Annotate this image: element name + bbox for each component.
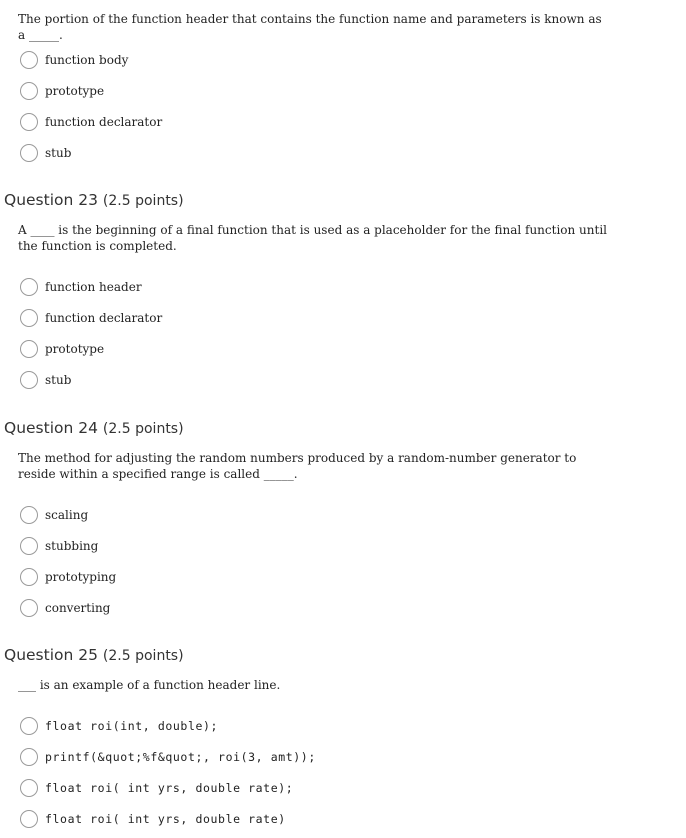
radio-button[interactable] (20, 309, 38, 327)
q23-option-1[interactable] (20, 271, 162, 302)
option-label: stub (45, 372, 72, 387)
radio-button[interactable] (20, 113, 38, 131)
question-points: (2.5 points) (102, 648, 184, 664)
q23-option-4[interactable] (20, 364, 162, 395)
question-25-prompt: ___ is an example of a function header line. (18, 678, 281, 692)
question-22-prompt: The portion of the function header that contains the function name and parameters is known as a _____. (18, 12, 602, 42)
q23-option-2[interactable] (20, 302, 162, 333)
question-25 (0, 677, 608, 693)
q25-option-2[interactable] (20, 741, 316, 772)
option-label: function declarator (45, 310, 163, 325)
q23-option-3[interactable] (20, 333, 162, 364)
radio-button[interactable] (20, 506, 38, 524)
question-22 (0, 11, 608, 43)
option-label: float roi( int yrs, double rate) (45, 811, 286, 826)
option-label: float roi( int yrs, double rate); (45, 780, 294, 795)
question-24-prompt: The method for adjusting the random numbers produced by a random-number generator to reside within a specified range is called _____. (18, 451, 577, 481)
question-points: (2.5 points) (102, 193, 184, 209)
radio-button[interactable] (20, 340, 38, 358)
question-24-options (20, 499, 116, 623)
option-label: stub (45, 145, 72, 160)
radio-button[interactable] (20, 82, 38, 100)
radio-button[interactable] (20, 779, 38, 797)
question-23-heading (4, 189, 184, 211)
radio-button[interactable] (20, 717, 38, 735)
q24-option-2[interactable] (20, 530, 116, 561)
radio-button[interactable] (20, 748, 38, 766)
q22-option-3[interactable] (20, 106, 162, 137)
option-label: function declarator (45, 114, 163, 129)
question-title: Question 25 (4, 646, 98, 664)
radio-button[interactable] (20, 599, 38, 617)
option-label: float roi(int, double); (45, 718, 219, 733)
option-label: stubbing (45, 538, 99, 553)
option-label: scaling (45, 507, 89, 522)
q22-option-1[interactable] (20, 44, 162, 75)
option-label: function header (45, 279, 142, 294)
q22-option-2[interactable] (20, 75, 162, 106)
q24-option-3[interactable] (20, 561, 116, 592)
question-24 (0, 450, 608, 482)
q25-option-3[interactable] (20, 772, 316, 803)
option-label: function body (45, 52, 129, 67)
radio-button[interactable] (20, 568, 38, 586)
question-25-heading (4, 644, 184, 666)
q25-option-4[interactable] (20, 803, 316, 834)
question-23 (0, 222, 608, 254)
question-24-heading (4, 417, 184, 439)
option-label: converting (45, 600, 111, 615)
question-22-options (20, 44, 162, 168)
question-23-prompt: A ____ is the beginning of a final function that is used as a placeholder for the final function until the function is completed. (18, 223, 608, 253)
question-title: Question 23 (4, 191, 98, 209)
radio-button[interactable] (20, 810, 38, 828)
question-23-options (20, 271, 162, 395)
q24-option-4[interactable] (20, 592, 116, 623)
option-label: printf(&quot;%f&quot;, roi(3, amt)); (45, 749, 316, 764)
question-25-options (20, 710, 316, 834)
radio-button[interactable] (20, 371, 38, 389)
question-points: (2.5 points) (102, 421, 184, 437)
q24-option-1[interactable] (20, 499, 116, 530)
option-label: prototype (45, 341, 105, 356)
option-label: prototyping (45, 569, 117, 584)
radio-button[interactable] (20, 278, 38, 296)
radio-button[interactable] (20, 537, 38, 555)
option-label: prototype (45, 83, 105, 98)
q22-option-4[interactable] (20, 137, 162, 168)
question-title: Question 24 (4, 419, 98, 437)
radio-button[interactable] (20, 144, 38, 162)
q25-option-1[interactable] (20, 710, 316, 741)
radio-button[interactable] (20, 51, 38, 69)
